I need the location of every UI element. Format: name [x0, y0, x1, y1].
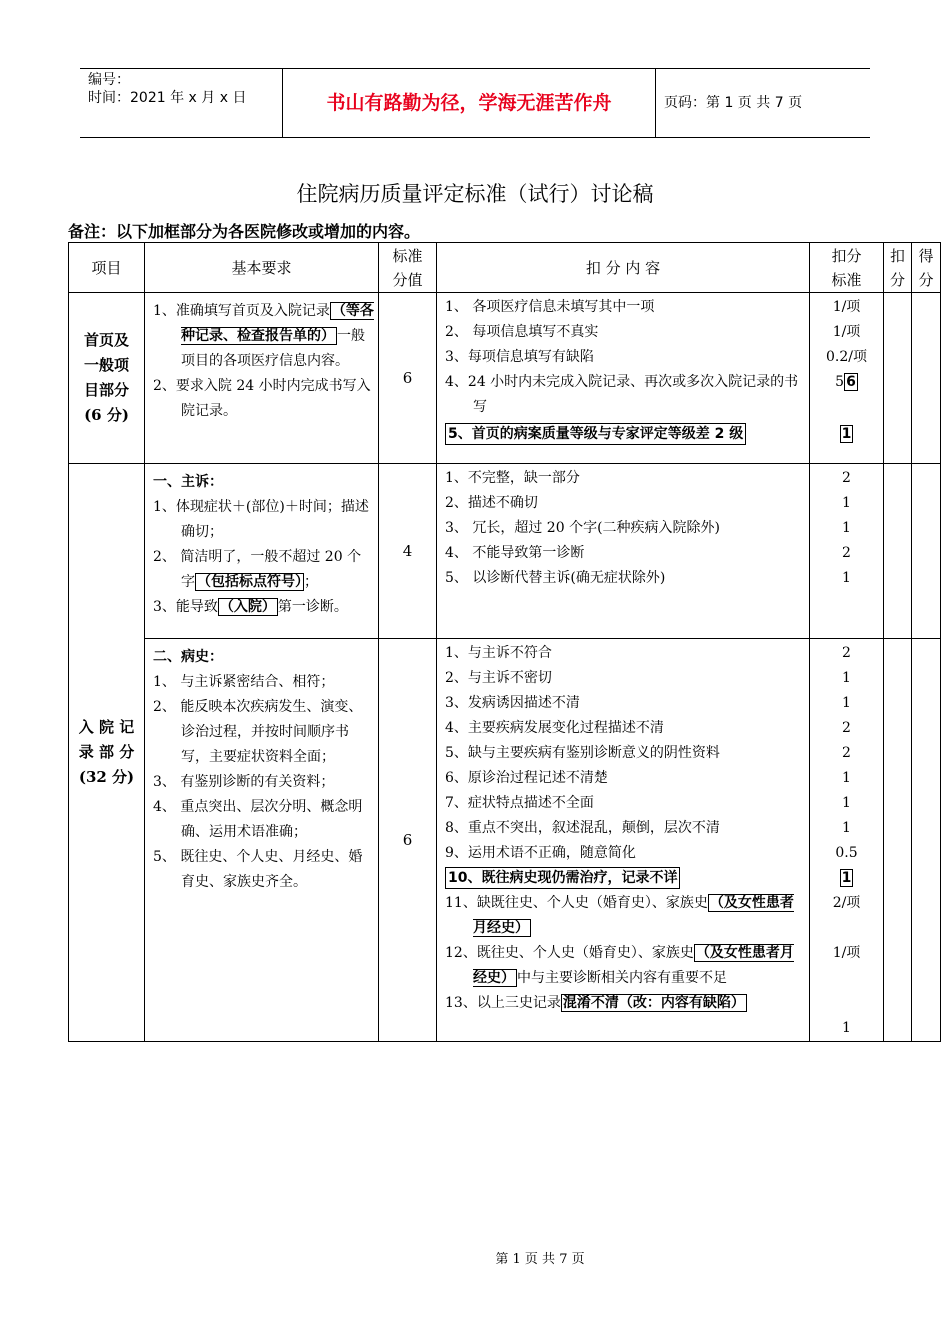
- boxed-addition: （入院）: [219, 599, 276, 615]
- requirement-cell: 二、病史： 1、 与主诉紧密结合、相符； 2、 能反映本次疾病发生、演变、诊治过程，并按时间顺序书写，主要症状资料全面； 3、 有鉴别诊断的有关资料； 4、 重点突出、层次分明、概念明确、运用术语准确； 5、 既往史、个人史、月经史、婚育史、家族史齐全。: [145, 639, 379, 1042]
- standard-score: 4: [379, 464, 437, 639]
- requirement-item: 1、准确填写首页及入院记录 （等各种记录、检查报告单的） 一般项目的各项医疗信息内容。: [153, 303, 374, 369]
- header-item: 项目: [69, 243, 145, 293]
- header-deducted: 扣 分: [884, 243, 912, 293]
- header-basic: 基本要求: [145, 243, 379, 293]
- deducted-cell: [884, 293, 912, 464]
- category-cell: 入 院 记 录 部 分 (32 分): [69, 464, 145, 1042]
- boxed-addition: 6: [846, 374, 856, 390]
- table-row: [69, 293, 941, 464]
- header-score: 得 分: [912, 243, 941, 293]
- header-standard: 标准 分值: [379, 243, 437, 293]
- time-label: 时间：2021 年 x 月 x 日: [88, 90, 247, 106]
- score-cell: [912, 464, 941, 639]
- document-note: 备注：以下加框部分为各医院修改或增加的内容。: [68, 222, 421, 241]
- boxed-addition: （等各种记录、检查报告单的）: [181, 303, 374, 344]
- header-content: 扣 分 内 容: [437, 243, 810, 293]
- deducted-cell: [884, 639, 912, 1042]
- standard-score: 6: [379, 293, 437, 464]
- category-cell: 首页及 一般项 目部分 (6 分): [69, 293, 145, 464]
- requirement-cell: [145, 293, 379, 464]
- header-meta: [80, 69, 282, 137]
- score-cell: [912, 293, 941, 464]
- page-label: 页码：第 1 页 共 7 页: [664, 95, 803, 111]
- table-row: [69, 639, 941, 1042]
- deduction-cell: 1、与主诉不符合 2、与主诉不密切 3、发病诱因描述不清 4、主要疾病发展变化过程描述不清 5、缺与主要疾病有鉴别诊断意义的阴性资料 6、原诊治过程记述不清楚 7、症状特点描述不全面 8、重点不突出，叙述混乱，颠倒，层次不清 9、运用术语不正确，随意简化 10、既往病史现仍需治疗，记录不详 11、缺既往史、个人史（婚育史）、家族史 （及女性患者月经史） 12、既往史、个人史（婚育史）、家族史 （及女性患者月经史） 中与主要诊断相关内容有重要不足 13、以上三史记录 混淆不清（改：内容有缺陷）: [437, 639, 810, 1042]
- deduction-points: 2 1 1 2 2 1 1 1 0.5 1 2/项 1/项 1: [810, 639, 884, 1042]
- page-footer: 第 1 页 共 7 页: [495, 1252, 585, 1267]
- deduction-points: 1/项 1/项 0.2/项 5 6 1: [810, 293, 884, 464]
- boxed-addition: 1: [841, 870, 852, 886]
- requirement-cell: 一、主诉： 1、体现症状＋(部位)＋时间；描述确切； 2、 简洁明了，一般不超过 20 个字 （包括标点符号） ； 3、能导致 （入院） 第一诊断。: [145, 464, 379, 639]
- number-label: 编号：: [88, 72, 130, 88]
- requirement-item: 2、要求入院 24 小时内完成书写入院记录。: [153, 378, 371, 419]
- deduction-cell: 1、 各项医疗信息未填写其中一项 2、 每项信息填写不真实 3、每项信息填写有缺陷 4、24 小时内未完成入院记录、再次或多次入院记录的书写 5、首页的病案质量等级与专家评定等级差 2 级: [437, 293, 810, 464]
- boxed-addition: 5、首页的病案质量等级与专家评定等级差 2 级: [445, 423, 746, 445]
- standard-score: 6: [379, 639, 437, 1042]
- document-header: [80, 68, 870, 138]
- evaluation-table: [68, 242, 941, 1042]
- table-header-row: [69, 243, 941, 293]
- boxed-addition: 10、既往病史现仍需治疗，记录不详: [445, 867, 680, 889]
- score-cell: [912, 639, 941, 1042]
- deducted-cell: [884, 464, 912, 639]
- boxed-addition: 混淆不清（改：内容有缺陷）: [562, 995, 745, 1011]
- deduction-cell: 1、不完整，缺一部分 2、描述不确切 3、 冗长，超过 20 个字(二种疾病入院除外) 4、 不能导致第一诊断 5、 以诊断代替主诉(确无症状除外): [437, 464, 810, 639]
- boxed-addition: （及女性患者月经史）: [473, 945, 794, 986]
- boxed-addition: （包括标点符号）: [197, 574, 302, 590]
- deduction-points: 2 1 1 2 1: [810, 464, 884, 639]
- table-row: [69, 464, 941, 639]
- header-deduction-standard: 扣分 标准: [810, 243, 884, 293]
- boxed-addition: 1: [841, 426, 852, 442]
- header-motto: 书山有路勤为径，学海无涯苦作舟: [282, 69, 656, 137]
- boxed-addition: （及女性患者月经史）: [473, 895, 794, 936]
- document-title: 住院病历质量评定标准（试行）讨论稿: [296, 182, 654, 206]
